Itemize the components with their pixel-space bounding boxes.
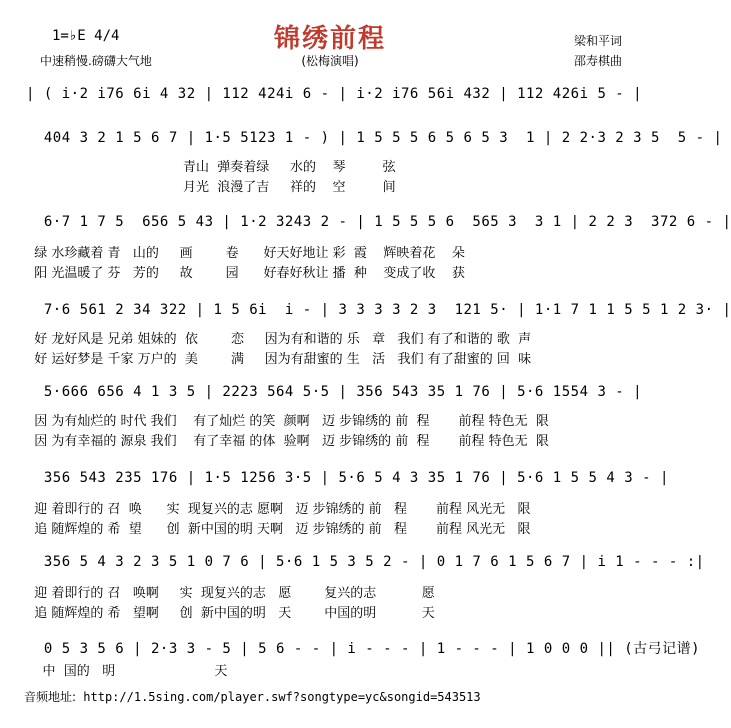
lyric-row: 好 龙好风是 兄弟 姐妹的 依 恋 因为有和谐的 乐 章 我们 有了和谐的 歌 声	[26, 332, 532, 347]
song-title: 锦绣前程	[273, 24, 386, 54]
audio-address	[24, 688, 481, 705]
lyric-row: 迎 着即行的 召 唤 实 现复兴的志 愿啊 迈 步锦绣的 前 程 前程 风光无 限	[26, 502, 531, 517]
lyric-row: 追 随辉煌的 希 望 创 新中国的明 天啊 迈 步锦绣的 前 程 前程 风光无 限	[26, 522, 531, 537]
lyric-row: 好 运好梦是 千家 万户的 美 满 因为有甜蜜的 生 活 我们 有了甜蜜的 回 味	[26, 352, 532, 367]
notation-row: 5·666 656 4 1 3 5 | 2223 564 5·5 | 356 543 35 1 76 | 5·6 1554 3 - |	[26, 384, 643, 400]
audio-url-link[interactable]: http://1.5sing.com/player.swf?songtype=yc&songid=543513	[83, 690, 481, 704]
notation-row: 7·6 561 2 34 322 | 1 5 6i i - | 3 3 3 3 2 3 121 5· | 1·1 7 1 1 5 5 1 2 3· |	[26, 302, 731, 318]
lyric-row: 中 国的 明 天	[26, 664, 228, 679]
lyric-row: 因 为有幸福的 源泉 我们 有了幸福 的体 验啊 迈 步锦绣的 前 程 前程 特色无 限	[26, 434, 549, 449]
key-signature: 1=♭E 4/4	[52, 28, 120, 44]
lyric-row: 阳 光温暖了 芬 芳的 故 园 好春好秋让 播 种 变成了收 获	[26, 266, 465, 281]
performer-subtitle: (松梅演唱)	[301, 54, 359, 68]
notation-row: 356 543 235 176 | 1·5 1256 3·5 | 5·6 5 4 3 35 1 76 | 5·6 1 5 5 4 3 - |	[26, 470, 669, 486]
lyric-row: 绿 水珍藏着 青 山的 画 卷 好天好地让 彩 霞 辉映着花 朵	[26, 246, 465, 261]
notation-row: 356 5 4 3 2 3 5 1 0 7 6 | 5·6 1 5 3 5 2 - | 0 1 7 6 1 5 6 7 | i 1 - - - :|	[26, 554, 705, 570]
tempo-marking: 中速稍慢.磅礴大气地	[40, 54, 152, 68]
notation-row: 404 3 2 1 5 6 7 | 1·5 5123 1 - ) | 1 5 5 5 6 5 6 5 3 1 | 2 2·3 2 3 5 5 - |	[26, 130, 723, 146]
notation-row: 6·7 1 7 5 656 5 43 | 1·2 3243 2 - | 1 5 5 5 6 565 3 3 1 | 2 2 3 372 6 - |	[26, 214, 731, 230]
composer-credit: 邵寿棋曲	[573, 54, 622, 68]
lyric-row: 因 为有灿烂的 时代 我们 有了灿烂 的笑 颜啊 迈 步锦绣的 前 程 前程 特色无 限	[26, 414, 549, 429]
lyricist-credit: 梁和平词	[573, 34, 622, 48]
notation-row: | ( i·2 i76 6i 4 32 | 112 424i 6 - | i·2 i76 56i 432 | 112 426i 5 - |	[26, 86, 643, 102]
lyric-row: 迎 着即行的 召 唤啊 实 现复兴的志 愿 复兴的志 愿	[26, 586, 435, 601]
notation-row: 0 5 3 5 6 | 2·3 3 - 5 | 5 6 - - | i - - - | 1 - - - | 1 0 0 0 || (古弓记谱)	[26, 641, 701, 657]
lyric-row: 追 随辉煌的 希 望啊 创 新中国的明 天 中国的明 天	[26, 606, 435, 621]
audio-address-label: 音频地址:	[24, 690, 77, 704]
lyric-row: 青山 弹奏着绿 水的 琴 弦	[26, 160, 396, 175]
lyric-row: 月光 浪漫了吉 祥的 空 间	[26, 180, 396, 195]
